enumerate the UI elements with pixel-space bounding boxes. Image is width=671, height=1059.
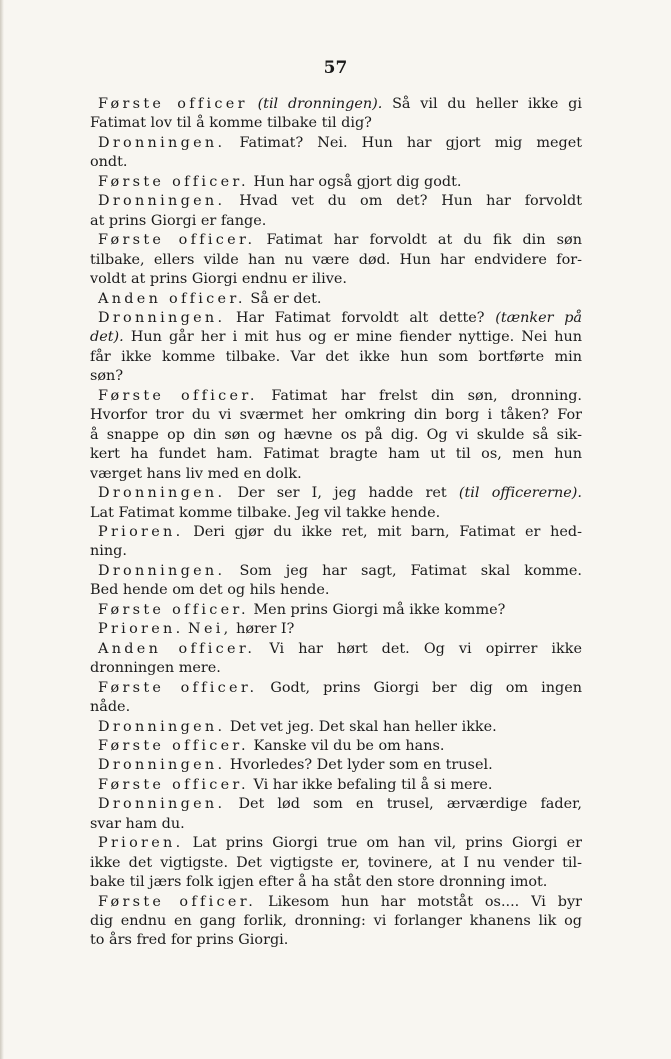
dialogue-text: nåde. <box>90 699 131 716</box>
dialogue-text: værget hans liv med en dolk. <box>90 465 302 482</box>
text-line <box>90 192 582 211</box>
text-line <box>90 893 582 912</box>
speaker-name: Prioren. <box>98 621 184 638</box>
dialogue-text: Så er det. <box>245 290 322 307</box>
text-line <box>90 834 582 853</box>
text-line <box>90 737 582 756</box>
text-line <box>90 387 582 406</box>
text-line <box>90 815 582 834</box>
dialogue-text: Det vet jeg. Det skal han heller ikke. <box>225 718 497 735</box>
text-line <box>90 270 582 289</box>
speaker-name: Anden officer. <box>98 640 256 657</box>
dialogue-text: Det lød som en trusel, ærværdige fader, <box>225 796 582 813</box>
dialogue-text: Hun går her i mit hus og er mine fiender nyttige. Nei hun <box>123 329 582 346</box>
stage-direction: (til officererne). <box>458 485 582 502</box>
dialogue-text: voldt at prins Giorgi endnu er ilive. <box>90 271 347 288</box>
text-line <box>90 251 582 270</box>
dialogue-text: hører I? <box>231 621 295 638</box>
speaker-name: Prioren. <box>98 523 184 540</box>
dialogue-text: søn? <box>90 368 124 385</box>
text-line <box>90 562 582 581</box>
dialogue-text: dronningen mere. <box>90 660 221 677</box>
stage-direction: (tænker på <box>495 309 582 326</box>
dialogue-text: to års fred for prins Giorgi. <box>90 932 289 949</box>
dialogue-text: dig endnu en gang forlik, dronning: vi forlanger khanens lik og <box>90 913 582 930</box>
dialogue-text: Har Fatimat forvoldt alt dette? <box>225 309 496 326</box>
dialogue-text: ikke det vigtigste. Det vigtigste er, tovinere, at I nu vender til- <box>90 854 582 871</box>
text-line <box>90 95 582 114</box>
dialogue-text: Lat Fatimat komme tilbake. Jeg vil takke hende. <box>90 504 441 521</box>
dialogue-text: Som jeg har sagt, Fatimat skal komme. <box>225 562 582 579</box>
dialogue-text: tilbake, ellers vilde han nu være død. Hun har endvidere for- <box>90 251 582 268</box>
dialogue-text: Godt, prins Giorgi ber dig om ingen <box>257 679 582 696</box>
dialogue-text: Fatimat har forvoldt at du fik din søn <box>255 232 582 249</box>
text-line <box>90 309 582 328</box>
speaker-name: Dronningen. <box>98 757 226 774</box>
text-line <box>90 601 582 620</box>
text-line <box>90 542 582 561</box>
dialogue-text: Vi har hørt det. Og vi opirrer ikke <box>255 640 582 657</box>
speaker-name: Dronningen. <box>98 796 226 813</box>
dialogue-text: Fatimat? Nei. Hun har gjort mig meget <box>225 134 582 151</box>
text-line <box>90 640 582 659</box>
dialogue-text: Deri gjør du ikke ret, mit barn, Fatimat er hed- <box>183 523 582 540</box>
text-line <box>90 504 582 523</box>
text-line <box>90 290 582 309</box>
stage-direction: (til dronningen). <box>257 96 383 112</box>
dialogue-text: ning. <box>90 543 127 560</box>
dialogue-text: Hvad vet du om det? Hun har forvoldt <box>225 193 582 210</box>
speaker-name: Første officer. <box>98 679 258 696</box>
text-line <box>90 348 582 367</box>
text-line <box>90 212 582 231</box>
dialogue-text: Hun har også gjort dig godt. <box>248 173 462 190</box>
dialogue-text: Fatimat har frelst din søn, dronning. <box>257 387 582 404</box>
dialogue-text: ondt. <box>90 154 128 171</box>
dialogue-text: kert ha fundet ham. Fatimat bragte ham ut til os, men hun <box>90 446 582 463</box>
text-line <box>90 367 582 386</box>
dialogue-text: Likesom hun har motståt os.... Vi byr <box>256 893 582 910</box>
dialogue-text: Hvorfor tror du vi sværmet her omkring din borg i tåken? For <box>90 407 582 424</box>
text-line <box>90 328 582 347</box>
text-line <box>90 114 582 133</box>
speaker-name: Første officer <box>98 96 248 112</box>
text-line <box>90 445 582 464</box>
dialogue-text <box>248 96 258 112</box>
speaker-name: Dronningen. <box>98 562 226 579</box>
text-line <box>90 231 582 250</box>
dialogue-text: bake til jærs folk igjen efter å ha ståt den store dronning imot. <box>90 874 548 891</box>
dialogue-text: får ikke komme tilbake. Var det ikke hun som bortførte min <box>90 348 582 365</box>
dialogue-text: Men prins Giorgi må ikke komme? <box>248 601 506 618</box>
dialogue-text: Kanske vil du be om hans. <box>248 737 445 754</box>
speaker-name: Første officer. <box>98 601 249 618</box>
page-number: 57 <box>323 58 348 78</box>
text-line <box>90 776 582 795</box>
speaker-name: Prioren. <box>98 835 184 852</box>
speaker-name: Dronningen. <box>98 134 226 151</box>
text-line <box>90 698 582 717</box>
dialogue-text: Fatimat lov til å komme tilbake til dig? <box>90 115 372 132</box>
text-line <box>90 406 582 425</box>
speaker-name: Dronningen. <box>98 718 226 735</box>
text-line <box>90 426 582 445</box>
speaker-name: Første officer. <box>98 893 257 910</box>
text-line <box>90 873 582 892</box>
dialogue-text: Hvorledes? Det lyder som en trusel. <box>225 757 493 774</box>
dialogue-text: Vi har ikke befaling til å si mere. <box>248 776 493 793</box>
play-text <box>90 95 582 951</box>
text-line <box>90 854 582 873</box>
text-line <box>90 484 582 503</box>
speaker-name: Dronningen. <box>98 485 226 502</box>
text-line <box>90 523 582 542</box>
dialogue-text: svar ham du. <box>90 815 185 832</box>
text-line <box>90 679 582 698</box>
speaker-name: Første officer. <box>98 387 258 404</box>
speaker-name: Første officer. <box>98 737 249 754</box>
page-edge <box>0 0 4 1059</box>
dialogue-text: å snappe op din søn og hævne os på dig. Og vi skulde så sik- <box>90 426 582 443</box>
text-line <box>90 581 582 600</box>
speaker-name: Første officer. <box>98 173 249 190</box>
text-line <box>90 620 582 639</box>
text-line <box>90 931 582 950</box>
text-line <box>90 173 582 192</box>
text-line <box>90 134 582 153</box>
speaker-name: Første officer. <box>98 232 256 249</box>
speaker-name: Dronningen. <box>98 193 226 210</box>
text-line <box>90 912 582 931</box>
text-line <box>90 795 582 814</box>
dialogue-text: Så vil du heller ikke gi <box>382 96 582 112</box>
dialogue-text: Bed hende om det og hils hende. <box>90 582 330 599</box>
dialogue-text: Lat prins Giorgi true om han vil, prins Giorgi er <box>183 835 582 852</box>
text-line <box>90 756 582 775</box>
stage-direction: det). <box>90 329 124 346</box>
dialogue-text: at prins Giorgi er fange. <box>90 212 267 229</box>
text-line <box>90 153 582 172</box>
speaker-name: Nei, <box>188 621 232 638</box>
speaker-name: Dronningen. <box>98 309 226 326</box>
speaker-name: Første officer. <box>98 776 249 793</box>
text-line <box>90 659 582 678</box>
dialogue-text: Der ser I, jeg hadde ret <box>225 485 459 502</box>
text-line <box>90 465 582 484</box>
text-line <box>90 718 582 737</box>
speaker-name: Anden officer. <box>98 290 246 307</box>
